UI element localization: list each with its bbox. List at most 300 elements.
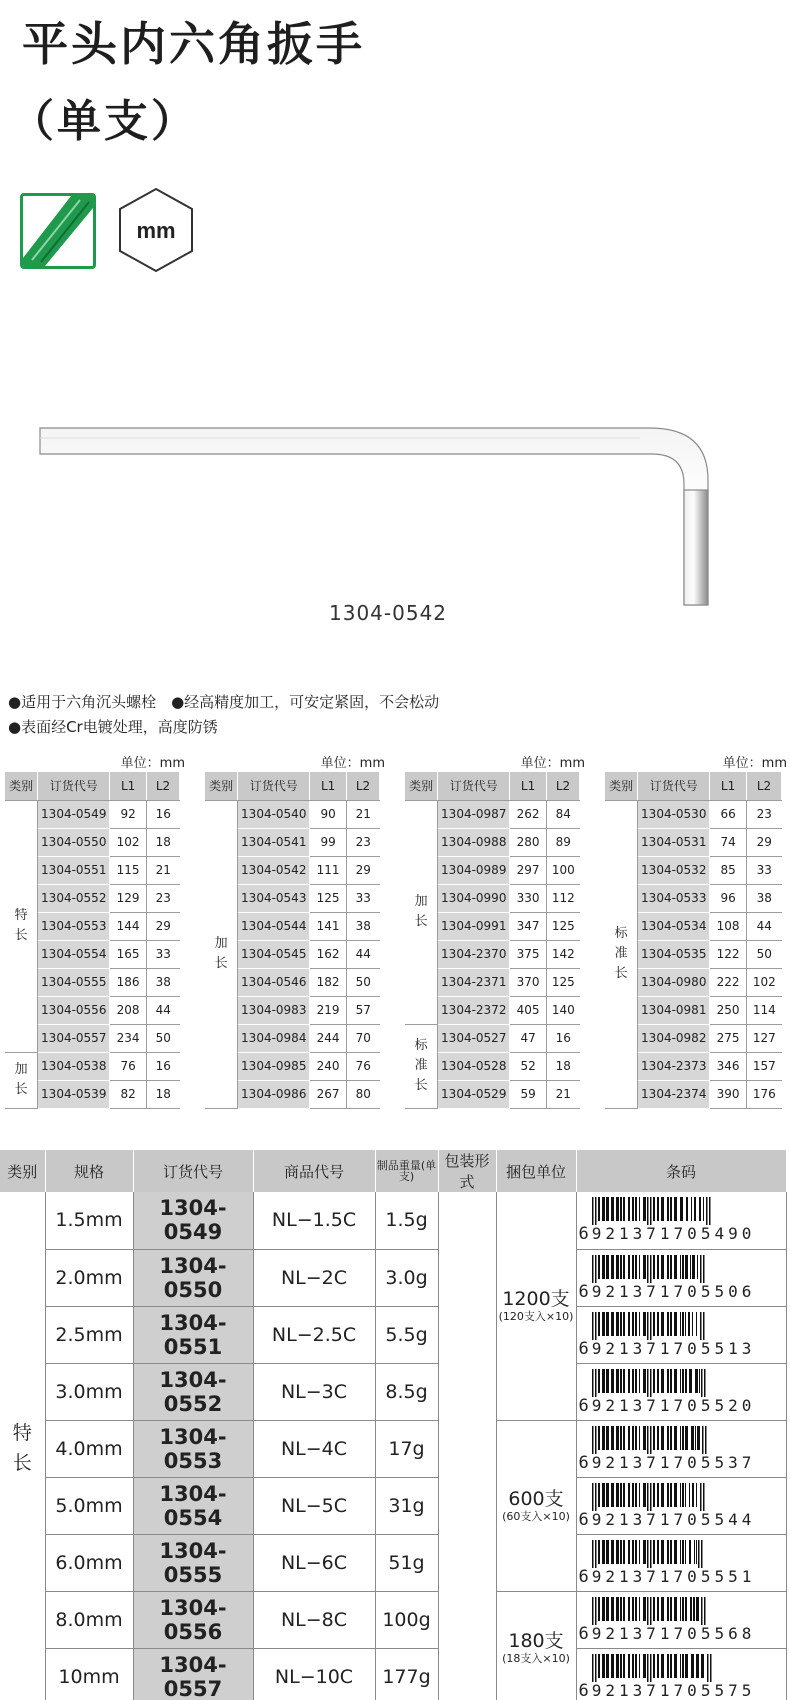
feature-line: ●适用于六角沉头螺栓 ●经高精度加工，可安定紧固，不会松动 [8,693,440,711]
l1-cell: 74 [710,828,747,856]
bundle-unit-cell [496,1420,576,1591]
barcode-lead-digit: 6 [578,1338,589,1359]
category-cell: 特 长 [5,800,38,1052]
l2-cell: 112 [547,884,580,912]
packaging-cell [438,1192,496,1700]
order-code-cell: 1304-0550 [133,1249,253,1306]
order-code-cell: 1304-0988 [438,828,510,856]
spec-row [205,800,380,828]
order-code-cell: 1304-0549 [133,1192,253,1249]
l1-cell: 375 [510,940,547,968]
model-cell: NL−2C [253,1249,375,1306]
l2-cell: 23 [147,884,180,912]
barcode-lead-digit: 6 [578,1281,589,1302]
spec-row [605,800,782,828]
barcode [579,1369,784,1415]
barcode [579,1597,784,1643]
size-cell: 8.0mm [45,1591,133,1648]
order-code-cell: 1304-0554 [38,940,110,968]
product-header-cell: 商品代号 [253,1150,375,1192]
barcode-lead-digit: 6 [578,1452,589,1473]
l2-cell: 89 [547,828,580,856]
l1-cell: 405 [510,996,547,1024]
l1-cell: 108 [710,912,747,940]
l2-cell: 142 [547,940,580,968]
bundle-unit-cell [496,1192,576,1420]
product-row [0,1363,786,1420]
spec-header-cell: 订货代号 [438,772,510,800]
l2-cell: 50 [747,940,782,968]
l1-cell: 250 [710,996,747,1024]
order-code-cell: 1304-0984 [238,1024,310,1052]
product-row [0,1477,786,1534]
l2-cell: 16 [147,1052,180,1080]
l2-cell: 102 [747,968,782,996]
l2-cell: 44 [747,912,782,940]
l1-cell: 85 [710,856,747,884]
l2-cell: 21 [347,800,380,828]
unit-label: 单位：mm [120,756,185,771]
spec-header-cell: 类别 [605,772,638,800]
l2-cell: 157 [747,1052,782,1080]
l1-cell: 370 [510,968,547,996]
hex-key-illustration [0,410,790,610]
product-row [0,1648,786,1700]
barcode-cell [576,1306,786,1363]
barcode-cell [576,1534,786,1591]
product-model-label: 1304-0542 [329,601,448,625]
category-cell: 特 长 [0,1192,45,1700]
l1-cell: 122 [710,940,747,968]
l1-cell: 47 [510,1024,547,1052]
page-title: 平头内六角扳手 [22,17,365,71]
order-code-cell: 1304-0545 [238,940,310,968]
model-cell: NL−1.5C [253,1192,375,1249]
spec-row [5,1052,180,1080]
spec-header-cell: 订货代号 [38,772,110,800]
barcode-bars [592,1255,752,1283]
order-code-cell: 1304-0989 [438,856,510,884]
order-code-cell: 1304-0533 [638,884,710,912]
product-row [0,1534,786,1591]
order-code-cell: 1304-0557 [133,1648,253,1700]
barcode-cell [576,1648,786,1700]
order-code-cell: 1304-0527 [438,1024,510,1052]
barcode-digits: 921371705544 [591,1509,756,1529]
order-code-cell: 1304-0551 [133,1306,253,1363]
barcode-body [592,1197,756,1243]
barcode-cell [576,1192,786,1249]
bundle-unit-cell [496,1591,576,1700]
spec-row [5,800,180,828]
barcode-bars [592,1483,752,1511]
model-cell: NL−3C [253,1363,375,1420]
order-code-cell: 1304-0529 [438,1080,510,1108]
green-hex-bar-icon [20,193,96,269]
barcode [579,1540,784,1586]
l2-cell: 23 [347,828,380,856]
order-code-cell: 1304-0530 [638,800,710,828]
weight-cell: 17g [375,1420,438,1477]
order-code-cell: 1304-0555 [133,1534,253,1591]
bundle-detail: (120支入×10) [498,1309,574,1323]
l1-cell: 162 [310,940,347,968]
weight-cell: 1.5g [375,1192,438,1249]
spec-header-cell: L2 [347,772,380,800]
spec-header-cell: 类别 [205,772,238,800]
category-cell: 加 长 [205,800,238,1108]
order-code-cell: 1304-0557 [38,1024,110,1052]
l2-cell: 33 [347,884,380,912]
barcode-cell [576,1591,786,1648]
l2-cell: 33 [747,856,782,884]
l2-cell: 50 [147,1024,180,1052]
product-row [0,1306,786,1363]
bundle-detail: (18支入×10) [502,1652,570,1665]
size-cell: 2.5mm [45,1306,133,1363]
weight-cell: 177g [375,1648,438,1700]
l2-cell: 44 [147,996,180,1024]
category-cell: 标 准 长 [605,800,638,1108]
weight-cell: 8.5g [375,1363,438,1420]
barcode [579,1483,784,1529]
product-header-cell: 制品重量(单支) [375,1150,438,1192]
product-header-cell: 类别 [0,1150,45,1192]
barcode [579,1654,784,1700]
order-code-cell: 1304-0985 [238,1052,310,1080]
barcode [579,1312,784,1358]
order-code-cell: 1304-0551 [38,856,110,884]
l2-cell: 140 [547,996,580,1024]
feature-line: ●表面经Cr电镀处理，高度防锈 [8,718,218,736]
order-code-cell: 1304-0535 [638,940,710,968]
barcode [579,1255,784,1301]
l1-cell: 52 [510,1052,547,1080]
l1-cell: 141 [310,912,347,940]
order-code-cell: 1304-2374 [638,1080,710,1108]
l2-cell: 16 [147,800,180,828]
l1-cell: 92 [110,800,147,828]
l2-cell: 80 [347,1080,380,1108]
barcode-digits: 921371705506 [591,1281,756,1301]
l1-cell: 234 [110,1024,147,1052]
l1-cell: 165 [110,940,147,968]
l2-cell: 29 [747,828,782,856]
mm-unit-hex-icon [118,187,194,273]
order-code-cell: 1304-0541 [238,828,310,856]
weight-cell: 5.5g [375,1306,438,1363]
l1-cell: 297 [510,856,547,884]
order-code-cell: 1304-0981 [638,996,710,1024]
spec-header-cell: 类别 [5,772,38,800]
l1-cell: 186 [110,968,147,996]
order-code-cell: 1304-0549 [38,800,110,828]
spec-header-cell: 订货代号 [638,772,710,800]
l1-cell: 99 [310,828,347,856]
order-code-cell: 1304-0553 [133,1420,253,1477]
order-code-cell: 1304-0556 [38,996,110,1024]
spec-header-row [405,772,580,800]
l2-cell: 21 [547,1080,580,1108]
order-code-cell: 1304-0550 [38,828,110,856]
l1-cell: 267 [310,1080,347,1108]
product-row [0,1192,786,1249]
l1-cell: 90 [310,800,347,828]
l2-cell: 114 [747,996,782,1024]
size-cell: 6.0mm [45,1534,133,1591]
l1-cell: 76 [110,1052,147,1080]
spec-grid [405,772,580,1109]
l1-cell: 96 [710,884,747,912]
l1-cell: 129 [110,884,147,912]
category-cell: 加 长 [405,800,438,1024]
barcode-cell [576,1420,786,1477]
barcode-body [592,1312,756,1358]
l1-cell: 275 [710,1024,747,1052]
model-cell: NL−4C [253,1420,375,1477]
order-code-cell: 1304-0556 [133,1591,253,1648]
barcode-cell [576,1477,786,1534]
order-code-cell: 1304-0552 [38,884,110,912]
size-cell: 2.0mm [45,1249,133,1306]
barcode-bars [592,1540,752,1568]
l2-cell: 176 [747,1080,782,1108]
barcode-digits: 921371705520 [591,1395,756,1415]
barcode [579,1426,784,1472]
barcode-lead-digit: 6 [578,1224,589,1245]
product-header-cell: 订货代号 [133,1150,253,1192]
order-code-cell: 1304-0987 [438,800,510,828]
l1-cell: 144 [110,912,147,940]
l1-cell: 330 [510,884,547,912]
spec-row [405,800,580,828]
l1-cell: 244 [310,1024,347,1052]
spec-header-cell: L2 [547,772,580,800]
product-header-cell: 条码 [576,1150,786,1192]
barcode-body [592,1369,756,1415]
l2-cell: 44 [347,940,380,968]
order-code-cell: 1304-2373 [638,1052,710,1080]
model-cell: NL−5C [253,1477,375,1534]
order-code-cell: 1304-0531 [638,828,710,856]
l2-cell: 84 [547,800,580,828]
order-code-cell: 1304-0534 [638,912,710,940]
order-code-cell: 1304-0543 [238,884,310,912]
l2-cell: 125 [547,912,580,940]
product-row [0,1249,786,1306]
barcode-digits: 921371705551 [591,1566,756,1586]
weight-cell: 3.0g [375,1249,438,1306]
barcode-digits: 921371705537 [591,1452,756,1472]
barcode-cell [576,1363,786,1420]
l1-cell: 280 [510,828,547,856]
size-cell: 4.0mm [45,1420,133,1477]
spec-header-cell: L1 [310,772,347,800]
spec-header-row [5,772,180,800]
l1-cell: 390 [710,1080,747,1108]
order-code-cell: 1304-0986 [238,1080,310,1108]
spec-header-cell: L1 [110,772,147,800]
l1-cell: 347 [510,912,547,940]
barcode-bars [592,1654,752,1682]
spec-row [405,1024,580,1052]
l1-cell: 346 [710,1052,747,1080]
l1-cell: 182 [310,968,347,996]
order-code-cell: 1304-0991 [438,912,510,940]
order-code-cell: 1304-0528 [438,1052,510,1080]
order-code-cell: 1304-0540 [238,800,310,828]
l2-cell: 100 [547,856,580,884]
order-code-cell: 1304-0544 [238,912,310,940]
product-row [0,1591,786,1648]
l1-cell: 115 [110,856,147,884]
l2-cell: 23 [747,800,782,828]
order-code-cell: 1304-0542 [238,856,310,884]
barcode-body [592,1426,756,1472]
l1-cell: 219 [310,996,347,1024]
size-cell: 10mm [45,1648,133,1700]
barcode-bars [592,1312,752,1340]
l2-cell: 38 [147,968,180,996]
order-code-cell: 1304-0990 [438,884,510,912]
barcode-body [592,1540,756,1586]
order-code-cell: 1304-0539 [38,1080,110,1108]
l2-cell: 29 [347,856,380,884]
l2-cell: 33 [147,940,180,968]
l2-cell: 38 [347,912,380,940]
barcode-lead-digit: 6 [578,1566,589,1587]
product-header-cell: 捆包单位 [496,1150,576,1192]
l1-cell: 262 [510,800,547,828]
l1-cell: 111 [310,856,347,884]
unit-label: 单位：mm [320,756,385,771]
spec-grid [5,772,180,1109]
barcode-body [592,1654,756,1700]
order-code-cell: 1304-0980 [638,968,710,996]
spec-header-cell: L1 [510,772,547,800]
barcode-bars [592,1369,752,1397]
l2-cell: 38 [747,884,782,912]
l1-cell: 222 [710,968,747,996]
svg-text:mm: mm [136,218,176,243]
product-row [0,1420,786,1477]
weight-cell: 51g [375,1534,438,1591]
barcode [579,1197,784,1243]
l1-cell: 66 [710,800,747,828]
spec-header-cell: 订货代号 [238,772,310,800]
order-code-cell: 1304-0546 [238,968,310,996]
l1-cell: 125 [310,884,347,912]
size-cell: 3.0mm [45,1363,133,1420]
l2-cell: 57 [347,996,380,1024]
barcode-body [592,1255,756,1301]
l2-cell: 21 [147,856,180,884]
order-code-cell: 1304-0982 [638,1024,710,1052]
product-header-cell: 规格 [45,1150,133,1192]
spec-header-cell: 类别 [405,772,438,800]
order-code-cell: 1304-2372 [438,996,510,1024]
order-code-cell: 1304-0554 [133,1477,253,1534]
barcode-lead-digit: 6 [578,1680,589,1700]
barcode-digits: 921371705568 [591,1623,756,1643]
order-code-cell: 1304-0552 [133,1363,253,1420]
l2-cell: 18 [147,828,180,856]
order-code-cell: 1304-0538 [38,1052,110,1080]
order-code-cell: 1304-0555 [38,968,110,996]
unit-label: 单位：mm [520,756,585,771]
spec-header-cell: L2 [147,772,180,800]
l2-cell: 50 [347,968,380,996]
barcode-bars [592,1597,752,1625]
product-table-header [0,1150,786,1192]
weight-cell: 100g [375,1591,438,1648]
barcode-lead-digit: 6 [578,1395,589,1416]
weight-cell: 31g [375,1477,438,1534]
model-cell: NL−8C [253,1591,375,1648]
barcode-bars [592,1197,752,1225]
barcode-body [592,1483,756,1529]
product-header-cell: 包装形式 [438,1150,496,1192]
barcode-lead-digit: 6 [578,1509,589,1530]
l2-cell: 76 [347,1052,380,1080]
barcode-cell [576,1249,786,1306]
order-code-cell: 1304-0532 [638,856,710,884]
bundle-qty: 180支 [508,1630,564,1652]
model-cell: NL−6C [253,1534,375,1591]
l2-cell: 18 [147,1080,180,1108]
l2-cell: 16 [547,1024,580,1052]
spec-header-row [605,772,782,800]
l1-cell: 208 [110,996,147,1024]
l1-cell: 82 [110,1080,147,1108]
l2-cell: 29 [147,912,180,940]
order-code-cell: 1304-0553 [38,912,110,940]
barcode-digits: 921371705575 [591,1680,756,1700]
category-cell: 加 长 [5,1052,38,1108]
barcode-digits: 921371705513 [591,1338,756,1358]
spec-header-cell: L1 [710,772,747,800]
model-cell: NL−2.5C [253,1306,375,1363]
barcode-lead-digit: 6 [578,1623,589,1644]
order-code-cell: 1304-2370 [438,940,510,968]
l1-cell: 240 [310,1052,347,1080]
spec-grid [205,772,380,1109]
model-cell: NL−10C [253,1648,375,1700]
page-subtitle: （单支） [10,96,198,147]
l2-cell: 18 [547,1052,580,1080]
feature-list [8,690,439,740]
size-cell: 5.0mm [45,1477,133,1534]
barcode-bars [592,1426,752,1454]
bundle-qty: 1200支 [502,1287,570,1310]
category-cell: 标 准 长 [405,1024,438,1108]
spec-header-row [205,772,380,800]
bundle-detail: (60支入×10) [502,1509,570,1523]
spec-grid [605,772,782,1109]
l1-cell: 59 [510,1080,547,1108]
spec-header-cell: L2 [747,772,782,800]
order-code-cell: 1304-0983 [238,996,310,1024]
bundle-qty: 600支 [508,1487,564,1510]
product-table [0,1150,787,1700]
size-cell: 1.5mm [45,1192,133,1249]
l1-cell: 102 [110,828,147,856]
unit-label: 单位：mm [722,756,787,771]
order-code-cell: 1304-2371 [438,968,510,996]
barcode-digits: 921371705490 [591,1224,756,1244]
l2-cell: 125 [547,968,580,996]
l2-cell: 127 [747,1024,782,1052]
